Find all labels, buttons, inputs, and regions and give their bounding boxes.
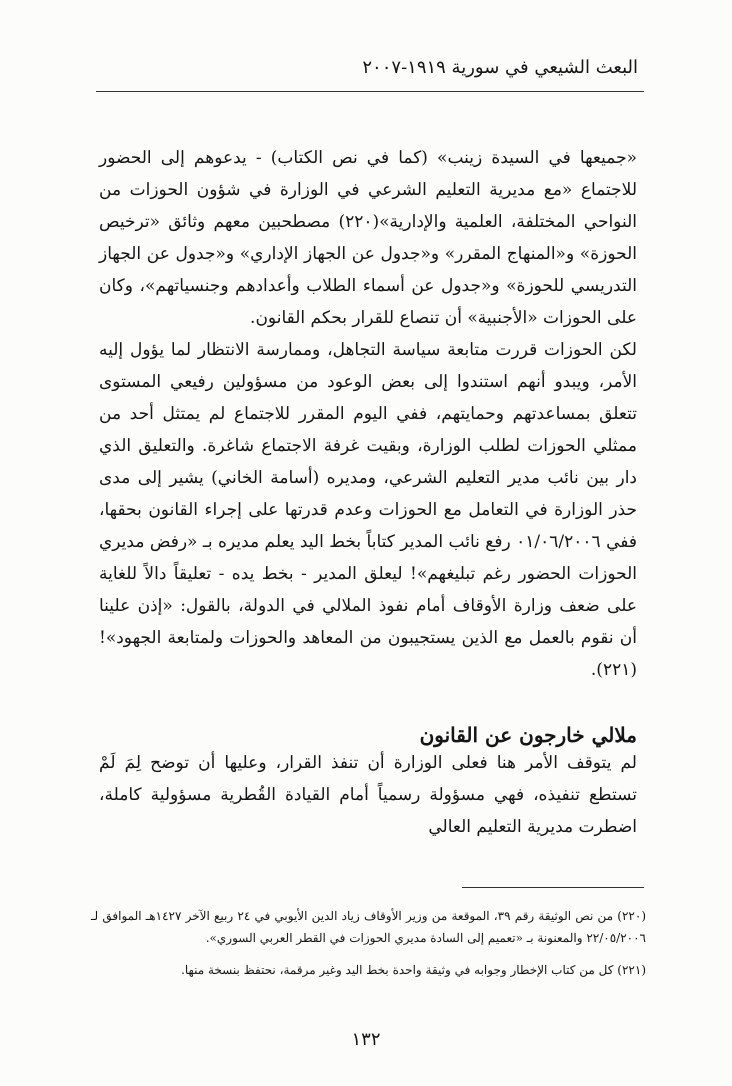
footnote-rule: [462, 887, 644, 888]
footnote-221: (٢٢١) كل من كتاب الإخطار وجوابه في وثيقة واحدة بخط اليد وغير مرقمة، نحتفظ بنسخة منها.: [181, 963, 646, 977]
section-paragraph: لم يتوقف الأمر هنا فعلى الوزارة أن تنفذ القرار، وعليها أن توضح لِمَ لَمْ تستطع تنفيذه، فهي مسؤولة رسمياً أمام القيادة القُطرية مسؤولية كاملة، اضطرت مديرية التعليم العالي: [99, 753, 637, 837]
running-title: البعث الشيعي في سورية ١٩١٩-٢٠٠٧: [362, 57, 638, 78]
section-title: ملالي خارجون عن القانون: [419, 722, 637, 747]
header-rule: [96, 91, 644, 92]
main-text: [99, 142, 637, 686]
page-number: ١٣٢: [351, 1029, 381, 1050]
footnotes: [91, 905, 646, 991]
paragraph-1: «جميعها في السيدة زينب» (كما في نص الكتاب) - يدعوهم إلى الحضور للاجتماع «مع مديرية التعليم الشرعي في الوزارة في شؤون الحوزات من النواحي المختلفة، العلمية والإدارية»(٢٢٠) مصطحبين معهم وثائق «ترخيص الحوزة» و«المنهاج المقرر» و«جدول عن الجهاز الإداري» و«جدول عن الجهاز التدريسي للحوزة» و«جدول عن أسماء الطلاب وأعدادهم وجنسياتهم»، وكان على الحوزات «الأجنبية» أن تنصاع للقرار بحكم القانون.: [99, 148, 637, 328]
section-text: [99, 747, 637, 843]
footnote-220: (٢٢٠) من نص الوثيقة رقم ٣٩، الموقعة من وزير الأوقاف زياد الدين الأيوبي في ٢٤ ربيع الآخر ١٤٢٧هـ الموافق لـ ٢٢/٠٥/٢٠٠٦ والمعنونة بـ «تعميم إلى السادة مديري الحوزات في القطر العربي السوري».: [91, 909, 646, 945]
paragraph-2: لكن الحوزات قررت متابعة سياسة التجاهل، وممارسة الانتظار لما يؤول إليه الأمر، ويبدو أنهم استندوا إلى بعض الوعود من مسؤولين رفيعي المستوى تتعلق بمساعدتهم وحمايتهم، ففي اليوم المقرر للاجتماع لم يمتثل أحد من ممثلي الحوزات لطلب الوزارة، وبقيت غرفة الاجتماع شاغرة. والتعليق الذي دار بين نائب مدير التعليم الشرعي، ومديره (أسامة الخاني) يشير إلى مدى حذر الوزارة في التعامل مع الحوزات وعدم قدرتها على إجراء القانون بحقها، ففي ٠١/٠٦/٢٠٠٦ رفع نائب المدير كتاباً بخط اليد يعلم مديره بـ «رفض مديري الحوزات الحضور رغم تبليغهم»! ليعلق المدير - بخط يده - تعليقاً دالاً للغاية على ضعف وزارة الأوقاف أمام نفوذ الملالي في الدولة، بالقول: «إذن علينا أن نقوم بالعمل مع الذين يستجيبون من المعاهد والحوزات ولمتابعة الجهود»!(٢٢١).: [99, 340, 637, 680]
